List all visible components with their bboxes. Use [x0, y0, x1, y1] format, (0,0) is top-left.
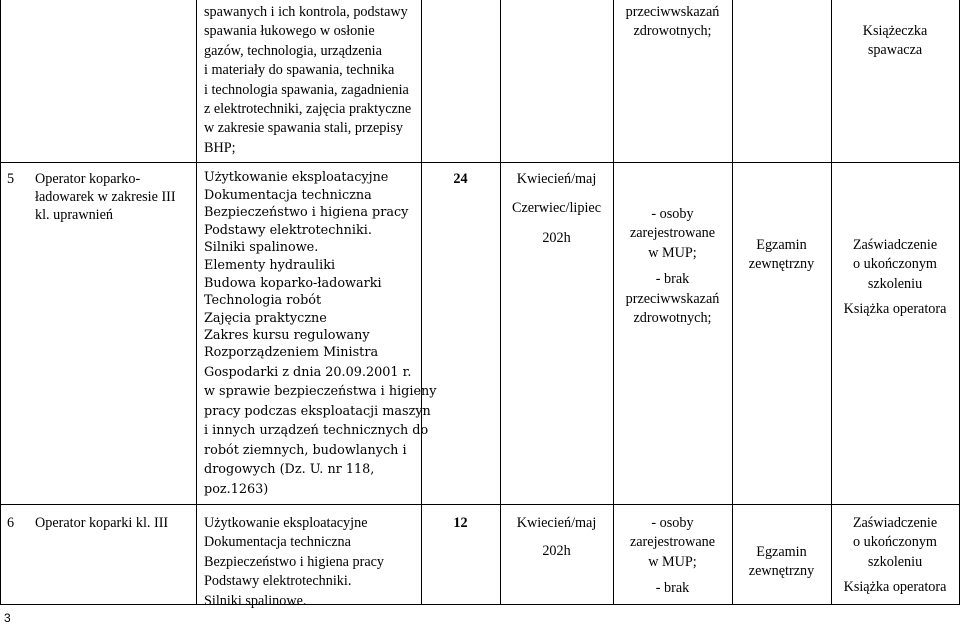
document-line: Zaświadczenie: [852, 515, 938, 531]
program-line: robót ziemnych, budowlanych i: [204, 442, 407, 458]
requirements-line: zarejestrowane: [629, 534, 716, 551]
program-line: spawania łukowego w osłonie: [204, 23, 375, 40]
grid-line: [196, 0, 197, 605]
requirements-line: zarejestrowane: [629, 225, 716, 242]
term-line: Czerwiec/lipiec: [511, 200, 602, 217]
program-line: i innych urządzeń technicznych do: [204, 423, 429, 438]
program-line: spawanych i ich kontrola, podstawy: [204, 4, 408, 20]
exam-line: Egzamin: [756, 544, 807, 560]
participants-count: 12: [453, 515, 468, 531]
requirements-cell: [613, 514, 732, 599]
document-line: o ukończonym: [853, 256, 937, 273]
program-line: Bezpieczeństwo i higiena pracy: [204, 553, 385, 570]
program-line: Podstawy elektrotechniki.: [204, 222, 372, 238]
exam-line: zewnętrzny: [748, 563, 815, 580]
exam-cell: [732, 543, 831, 582]
program-line: Budowa koparko-ładowarki: [204, 275, 382, 291]
exam-line: Egzamin: [756, 237, 807, 253]
program-cell: [204, 169, 408, 345]
program-cell-continued: [204, 343, 437, 499]
row-number: 6: [7, 515, 15, 531]
requirements-line: - osoby: [651, 206, 694, 222]
program-line: drogowych (Dz. U. nr 118,: [204, 462, 375, 477]
grid-line: [0, 162, 960, 163]
program-cell: [204, 514, 384, 611]
program-line: Silniki spalinowe.: [204, 240, 319, 256]
course-line: kl. uprawnień: [35, 207, 114, 223]
requirements-line: w MUP;: [648, 553, 697, 570]
participants-count: 24: [453, 171, 468, 187]
program-line: Dokumentacja techniczna: [204, 187, 372, 203]
requirements-line: przeciwwskazań: [625, 290, 720, 307]
exam-line: zewnętrzny: [748, 256, 815, 273]
term-cell: [500, 514, 613, 562]
document-line: Książka operatora: [843, 579, 947, 596]
document-line: Zaświadczenie: [852, 237, 938, 253]
requirements-line: - brak: [655, 580, 690, 597]
document-line: Książka operatora: [843, 301, 947, 318]
program-line: w sprawie bezpieczeństwa i higieny: [204, 384, 437, 399]
document-line: szkoleniu: [867, 553, 923, 570]
term-cell: [500, 170, 613, 248]
exam-cell: [732, 236, 831, 275]
program-line: Elementy hydrauliki: [204, 257, 336, 273]
program-line: pracy podczas eksploatacji maszyn: [204, 403, 431, 419]
requirements-line: w MUP;: [648, 244, 697, 261]
document-line: o ukończonym: [853, 534, 937, 551]
program-line: poz.1263): [204, 481, 269, 497]
program-line: Użytkowanie eksploatacyjne: [204, 170, 389, 185]
hours-value: 202h: [542, 229, 571, 246]
program-line: i technologia spawania, zagadnienia: [204, 81, 409, 98]
program-line: Podstawy elektrotechniki.: [204, 573, 352, 590]
program-line: Użytkowanie eksploatacyjne: [204, 515, 368, 531]
requirements-cell: [613, 3, 732, 42]
program-line: Bezpieczeństwo i higiena pracy: [204, 205, 409, 221]
course-line: Operator koparko-: [35, 171, 141, 187]
program-line: Technologia robót: [204, 293, 322, 309]
document-line: Książeczka: [862, 23, 928, 39]
program-line: Rozporządzeniem Ministra: [204, 345, 379, 360]
term-line: Kwiecień/maj: [516, 171, 597, 187]
grid-line: [0, 504, 960, 505]
program-line: w zakresie spawania stali, przepisy: [204, 120, 403, 137]
program-line: i materiały do spawania, technika: [204, 62, 395, 79]
grid-line: [0, 0, 1, 605]
program-cell: [204, 3, 411, 158]
document-cell: [831, 236, 959, 320]
program-line: Zajęcia praktyczne: [204, 310, 327, 326]
requirements-cell: [613, 205, 732, 328]
document-cell: [831, 22, 959, 61]
course-line: ładowarek w zakresie III: [35, 189, 176, 205]
document-line: spawacza: [867, 42, 923, 59]
requirements-line: - brak: [655, 271, 690, 288]
requirements-line: przeciwwskazań: [625, 4, 720, 20]
row-number: 5: [7, 171, 15, 187]
course-name-cell: [35, 170, 176, 224]
program-line: Silniki spalinowe.: [204, 592, 307, 609]
requirements-line: - osoby: [651, 515, 694, 531]
grid-line: [0, 604, 960, 605]
program-line: Zakres kursu regulowany: [204, 328, 370, 344]
program-line: BHP;: [204, 139, 236, 156]
program-line: gazów, technologia, urządzenia: [204, 42, 382, 59]
grid-line: [732, 0, 733, 605]
page-number: 3: [4, 611, 11, 625]
requirements-line: zdrowotnych;: [633, 23, 712, 40]
document-line: szkoleniu: [867, 275, 923, 292]
program-line: z elektrotechniki, zajęcia praktyczne: [204, 101, 412, 118]
document-cell: [831, 514, 959, 598]
term-line: Kwiecień/maj: [516, 515, 597, 531]
program-line: Gospodarki z dnia 20.09.2001 r.: [204, 364, 412, 380]
requirements-line: zdrowotnych;: [633, 310, 712, 327]
program-line: Dokumentacja techniczna: [204, 534, 351, 551]
course-name-cell: Operator koparki kl. III: [35, 515, 169, 531]
hours-value: 202h: [542, 543, 571, 560]
